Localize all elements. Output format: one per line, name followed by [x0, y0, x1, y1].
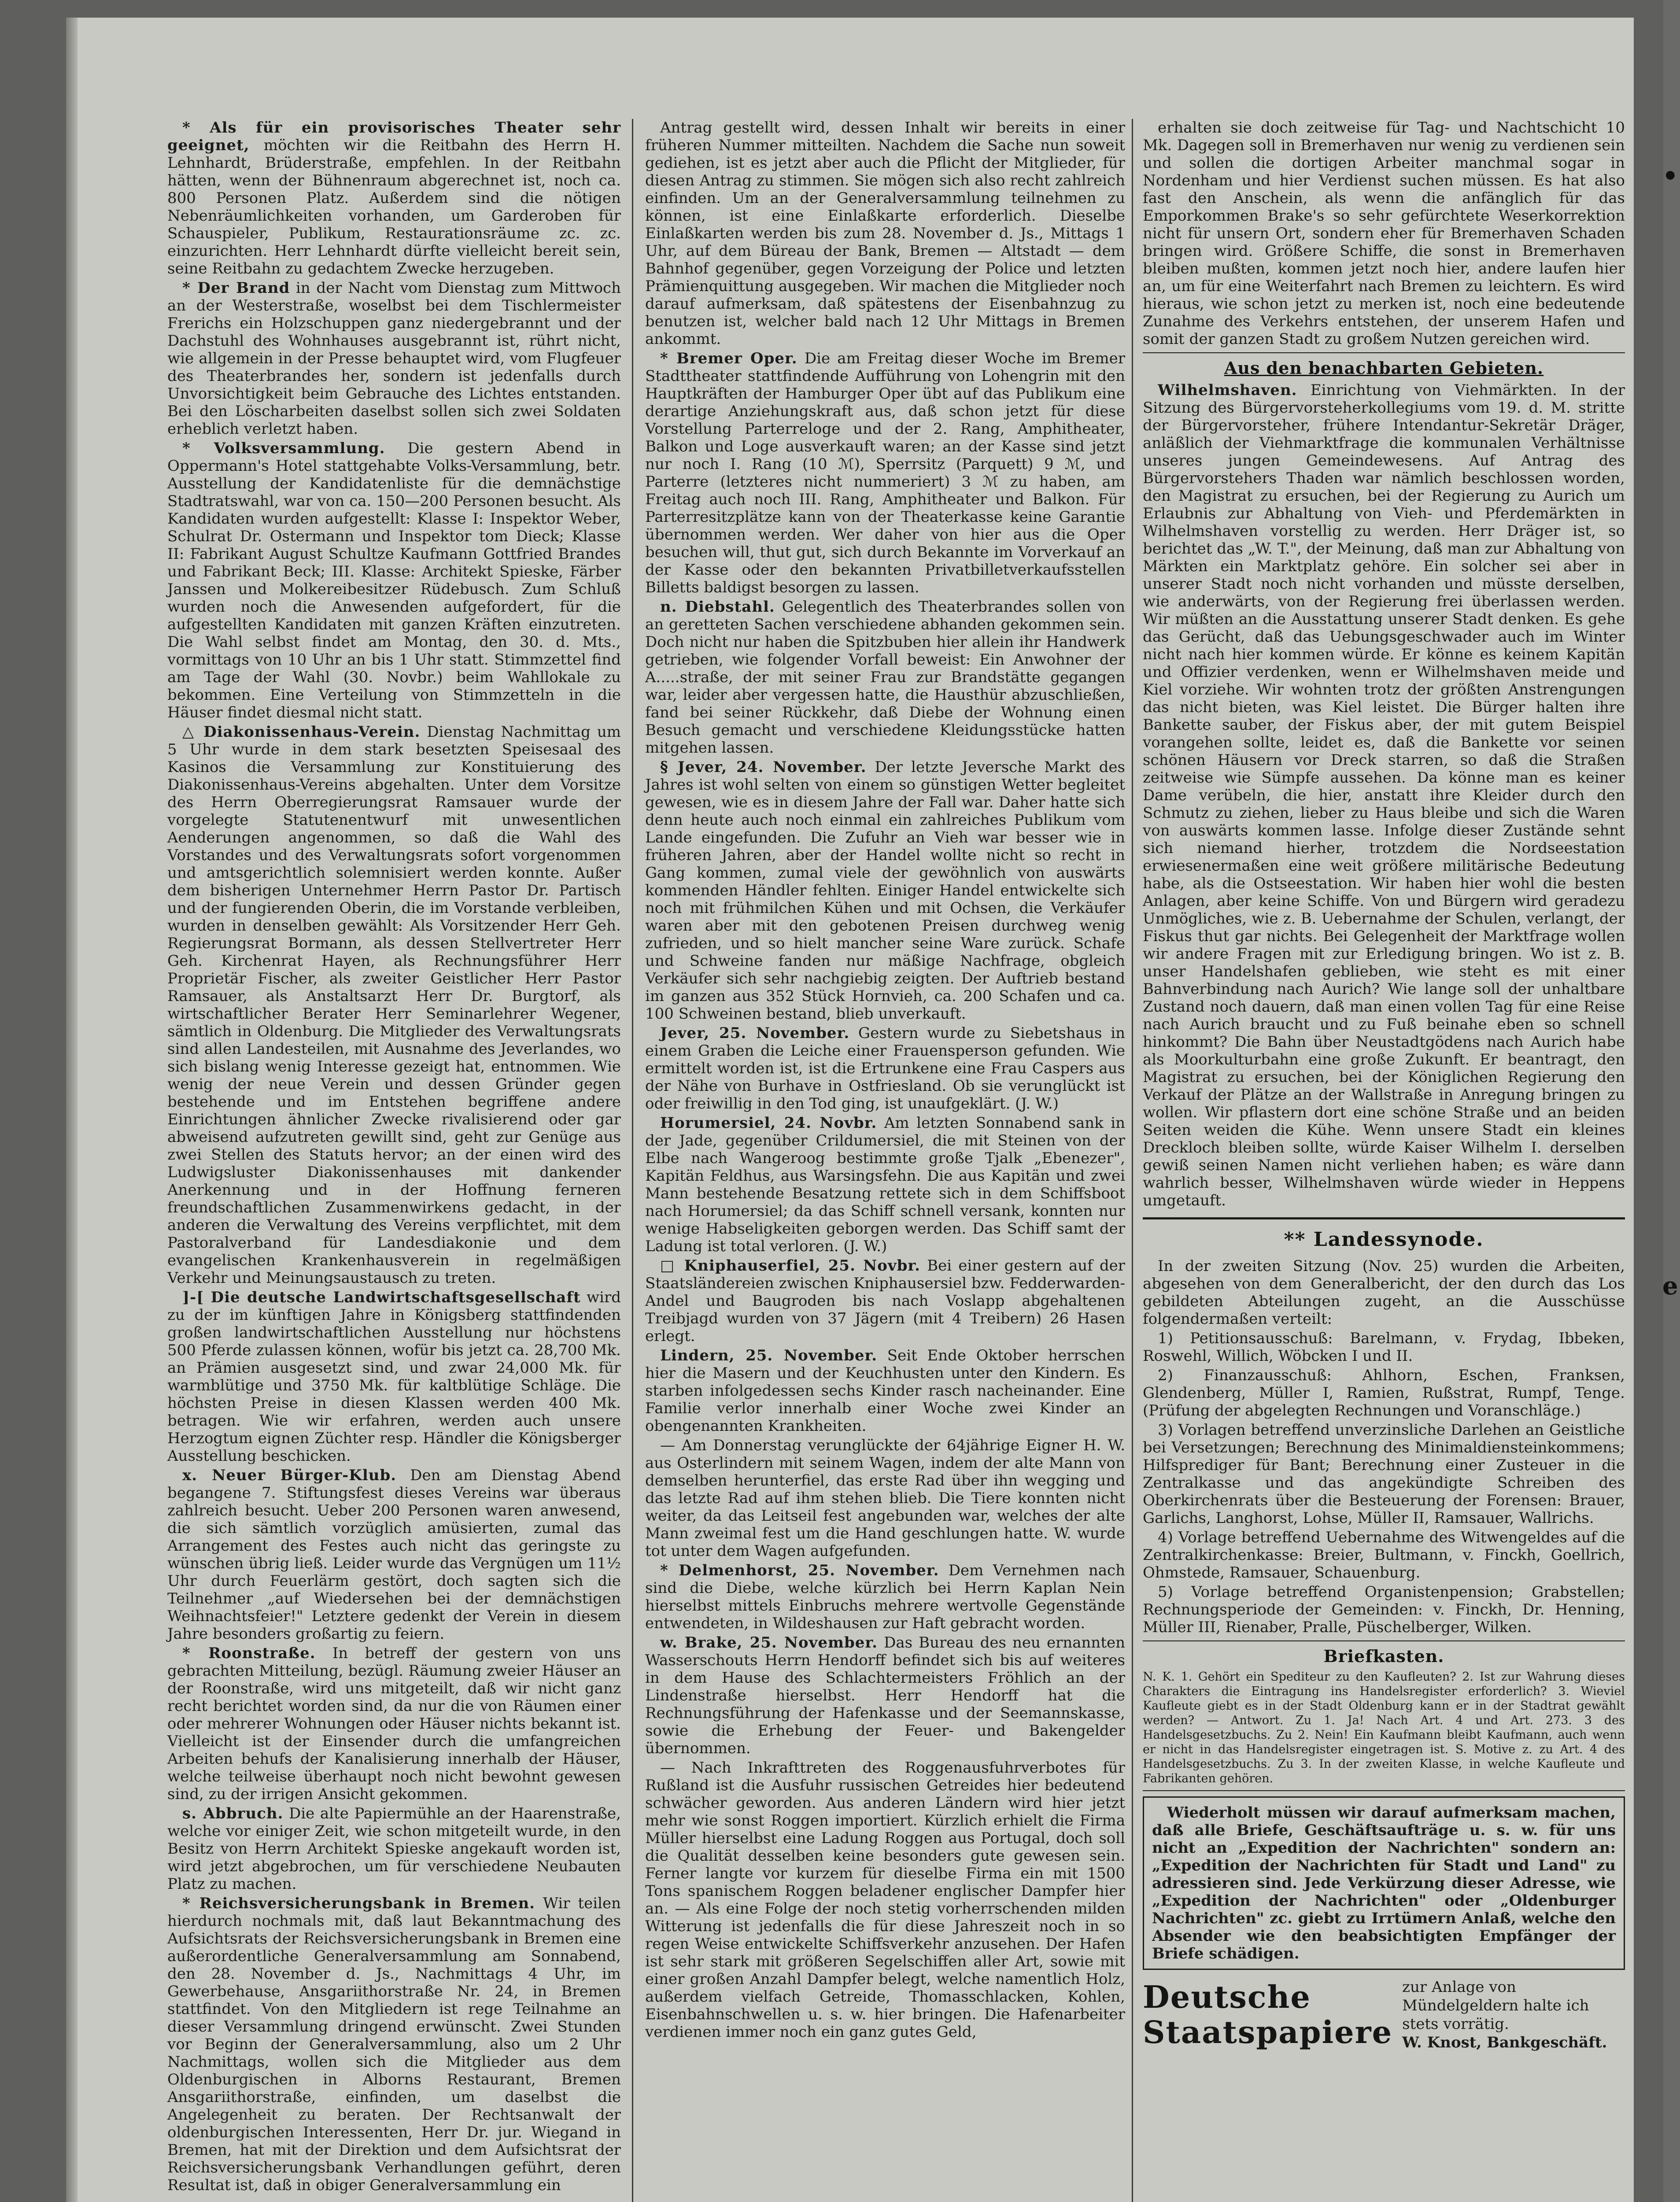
article: * Volksversammlung. Die gestern Abend in Oppermann's Hotel stattgehabte Volks-Versammlung, betr. Ausstellung der Kandidatenliste für die demnächstige Stadtratswahl, war von ca. 150—200 Personen besucht. Als Kandidaten wurden aufgestellt: Klasse I: Inspektor Weber, Schulrat Dr. Ostermann und Inspektor tom Dieck; Klasse II: Fabrikant August Schultze Kaufmann Gottfried Brandes und Fabrikant Beck; III. Klasse: Architekt Spieske, Färber Janssen und Molkereibesitzer Rüdebusch. Zum Schluß wurden noch die Anwesenden aufgefordert, für die aufgestellten Kandidaten mit ganzen Kräften einzutreten. Die Wahl selbst findet am Montag, den 30. d. Mts., vormittags von 10 Uhr an bis 1 Uhr statt. Stimmzettel find am Tage der Wahl (30. Novbr.) beim Wahllokale zu bekommen. Eine Verteilung von Stimmzetteln in die Häuser findet diesmal nicht statt.: [167, 440, 621, 721]
newspaper-page: [66, 18, 1678, 2202]
article: * Delmenhorst, 25. November. Dem Vernehmen nach sind die Diebe, welche kürzlich bei Herrn Kaplan Nein hierselbst mittels Einbruchs mehrere wertvolle Gegenstände entwendeten, in Wildeshausen zur Haft gebracht worden.: [645, 1562, 1125, 1632]
expedition-notice: Wiederholt müssen wir darauf aufmerksam machen, daß alle Briefe, Geschäftsaufträge u. s. w. für uns nicht an „Expedition der Nachrichten" sondern an: „Expedition der Nachrichten für Stadt und Land" zu adressieren sind. Jede Verkürzung dieser Adresse, wie „Expedition der Nachrichten" oder „Oldenburger Nachrichten" zc. giebt zu Irrtümern Anlaß, welche den Absender wie den beabsichtigten Empfänger der Briefe schädigen.: [1143, 1796, 1625, 1970]
ad-headline: Deutsche Staatspapiere: [1143, 1979, 1393, 2051]
article: 2) Finanzausschuß: Ahlhorn, Eschen, Franksen, Glendenberg, Müller I, Ramien, Rußstrat, Rumpf, Tenge. (Prüfung der abgelegten Rechnungen und Voranschläge.): [1143, 1367, 1625, 1419]
article: * Reichsversicherungsbank in Bremen. Wir teilen hierdurch nochmals mit, daß laut Bekanntmachung des Aufsichtsrats der Reichsversicherungsbank in Bremen eine außerordentliche Generalversammlung am Sonnabend, den 28. November d. Js., Nachmittags 4 Uhr, im Gewerbehause, Ansgariithorstraße Nr. 24, in Bremen stattfindet. Von den Mitgliedern ist rege Teilnahme an dieser Versammlung dringend erwünscht. Zwei Stunden vor Beginn der Generalversammlung, also um 2 Uhr Nachmittags, wollen sich die Mitglieder aus dem Oldenburgischen in Alborns Restaurant, Bremen Ansgariithorstraße, einfinden, um daselbst die Angelegenheit zu beraten. Der Rechtsanwalt der oldenburgischen Interessenten, Herr Dr. jur. Wiegand in Bremen, hat mit der Direktion und dem Aufsichtsrat der Reichsversicherungsbank Verhandlungen geführt, deren Resultat ist, daß in obiger Generalversammlung ein: [167, 1895, 621, 2194]
article: 4) Vorlage betreffend Uebernahme des Witwengeldes auf die Zentralkirchenkasse: Breier, Bultmann, v. Finckh, Goellrich, Ohmstede, Ramsauer, Schauenburg.: [1143, 1529, 1625, 1581]
article: Horumersiel, 24. Novbr. Am letzten Sonnabend sank in der Jade, gegenüber Crildumersiel, die mit Steinen von der Elbe nach Wangeroog bestimmte große Tjalk „Ebenezer", Kapitän Feldhus, aus Warsingsfehn. Die aus Kapitän und zwei Mann bestehende Besatzung rettete sich in dem Schiffsboot nach Horumersiel; da das Schiff schnell versank, konnten nur wenige Habseligkeiten geborgen werden. Das Schiff samt der Ladung ist total verloren. (J. W.): [645, 1114, 1125, 1255]
briefkasten-text: N. K. 1. Gehört ein Spediteur zu den Kaufleuten? 2. Ist zur Wahrung dieses Charakters die Eintragung ins Handelsregister erforderlich? 3. Wieviel Kaufleute giebt es in der Stadt Oldenburg kann er in der Stadtrat gewählt werden? — Antwort. Zu 1. Ja! Nach Art. 4 und Art. 273. 3 des Handelsgesetzbuchs. Zu 2. Nein! Ein Kaufmann bleibt Kaufmann, auch wenn er nicht in das Handelsregister eingetragen ist. S. Motive z. zu Art. 4 des Handelsgesetzbuchs. Zu 3. In der zweiten Klasse, in welche Kaufleute und Fabrikanten gehören.: [1143, 1670, 1625, 1785]
article: Antrag gestellt wird, dessen Inhalt wir bereits in einer früheren Nummer mitteilten. Nachdem die Sache nun soweit gediehen, ist es jetzt aber auch die Pflicht der Mitglieder, für diesen Antrag zu stimmen. Sie mögen sich also recht zahlreich einfinden. Um an der Generalversammlung teilnehmen zu können, ist eine Einlaßkarte erforderlich. Dieselbe Einlaßkarten werden bis zum 28. November d. Js., Mittags 1 Uhr, auf dem Büreau der Bank, Bremen — Altstadt — dem Bahnhof gegenüber, gegen Vorzeigung der Police und letzten Prämienquittung ausgegeben. Wir machen die Mitglieder noch darauf aufmerksam, daß spätestens der Eisenbahnzug zu benutzen ist, welcher bald nach 12 Uhr Mittags in Bremen ankommt.: [645, 119, 1125, 348]
article: * Bremer Oper. Die am Freitag dieser Woche im Bremer Stadttheater stattfindende Aufführung von Lohengrin mit den Hauptkräften der Hamburger Oper übt auf das Publikum eine derartige Anziehungskraft aus, daß schon jetzt für diese Vorstellung Parterreloge und der 2. Rang, Amphitheater, Balkon und Loge ausverkauft waren; an der Kasse sind jetzt nur noch I. Rang (10 ℳ), Sperrsitz (Parquett) 9 ℳ, und Parterre (letzteres nicht nummeriert) 3 ℳ zu haben, am Freitag auch noch III. Rang, Amphitheater und Balkon. Für Parterresitzplätze kann von der Theaterkasse keine Garantie übernommen werden. Wer daher von hier aus die Oper besuchen will, thut gut, sich durch Bekannte im Vorverkauf an der Kasse oder den bekannten Privatbilletverkaufsstellen Billetts baldigst besorgen zu lassen.: [645, 350, 1125, 596]
article: Wilhelmshaven. Einrichtung von Viehmärkten. In der Sitzung des Bürgervorsteherkollegiums vom 19. d. M. stritte der Bürgervorsteher, frühere Intendantur-Sekretär Dräger, anläßlich der Viehmarktfrage die kommunalen Verhältnisse unseres jungen Gemeindewesens. Auf Antrag des Bürgervorstehers Thaden war nämlich beschlossen worden, den Magistrat zu ersuchen, bei der Regierung zu Aurich um Erlaubnis zur Abhaltung von Vieh- und Pferdemärkten in Wilhelmshaven vorstellig zu werden. Herr Dräger ist, so berichtet das „W. T.", der Meinung, daß man zur Abhaltung von Märkten ein Marktplatz gehöre. Ein solcher sei aber in unserer Stadt noch nicht vorhanden und müsste derselben, wie anderwärts, von der Regierung frei überlassen werden. Wir müßten an die Ausstattung unserer Stadt denken. Es gehe das Gerücht, daß das Uebungsgeschwader auch im Winter nicht nach hier kommen würde. Er könne es keinem Kapitän und Offizier verdenken, wenn er Wilhelmshaven meide und Kiel vorziehe. Wir wohnten trotz der größten Anstrengungen das nicht bieten, was Kiel leistet. Die Bürger halten ihre Bankette sauber, der Fiskus aber, der mit gutem Beispiel vorangehen sollte, leidet es, daß die Bankette vor seinen schönen Häusern vor Dreck starren, so daß die Straßen zeitweise wie Sümpfe aussehen. Da könne man es keiner Dame verübeln, die hier, anstatt ihre Kleider durch den Schmutz zu ziehen, lieber zu Haus bleibe und sich die Waren von auswärts kommen lasse. Infolge dieser Zustände sehnt sich niemand hierher, trotzdem die Nordseestation erwiesenermaßen eine weit größere militärische Bedeutung habe, als die Ostseestation. Wir haben hier wohl die besten Anlagen, aber keine Schiffe. Von und Bürgern wird geradezu Unmögliches, wie z. B. Uebernahme der Schulen, verlangt, der Fiskus thut gar nichts. Bei Gelegenheit der Marktfrage wollen wir andere Fragen mit zur Erledigung bringen. Wo ist z. B. unser Handelshafen geblieben, wie steht es mit einer Bahnverbindung nach Aurich? Wie lange soll der unhaltbare Zustand noch dauern, daß man einen vollen Tag für eine Reise nach Aurich braucht und zu Fuß beinahe eben so schnell hinkommt? Die Bahn über Neustadtgödens nach Aurich habe als Moorkulturbahn eine große Zukunft. Er beantragt, den Magistrat zu ersuchen, bei der Königlichen Regierung den Verkauf der Plätze an der Wallstraße in Anregung bringen zu wollen. Wir pflastern dort eine schöne Straße und an beiden Seiten weiden die Kühe. Wenn unsere Stadt ein kleines Dreckloch bleiben sollte, würde Kaiser Wilhelm I. derselben gewiß seinen Namen nicht verliehen haben; es wäre dann wahrlich besser, Wilhelmshaven würde wieder in Heppens umgetauft.: [1143, 381, 1625, 1209]
margin-mark: e: [1662, 1271, 1678, 1301]
article: § Jever, 24. November. Der letzte Jeversche Markt des Jahres ist wohl selten von einem so günstigen Wetter begleitet gewesen, wie es in diesem Jahre der Fall war. Daher hatte sich denn heute auch noch einmal ein zahlreiches Publikum vom Lande eingefunden. Die Zufuhr an Vieh war besser wie in früheren Jahren, aber der Handel wollte nicht so recht in Gang kommen, zumal viele der gewöhnlich von auswärts kommenden Händler fehlten. Einiger Handel entwickelte sich noch mit frühmilchen Kühen und mit Ochsen, die Verkäufer waren aber mit den gebotenen Preisen durchweg wenig zufrieden, und so hielt mancher seine Ware zurück. Schafe und Schweine fanden nur mäßige Nachfrage, obgleich Verkäufer sich sehr nachgiebig zeigten. Der Auftrieb bestand im ganzen aus 352 Stück Hornvieh, ca. 200 Schafen und ca. 100 Schweinen bestand, blieb unverkauft.: [645, 758, 1126, 1023]
ad-text: [1402, 1978, 1625, 2052]
article: In der zweiten Sitzung (Nov. 25) wurden die Arbeiten, abgesehen von dem Generalbericht, der den durch das Los gebildeten Abteilungen zugeht, an die Ausschüsse folgendermaßen verteilt:: [1143, 1257, 1625, 1328]
article: 5) Vorlage betreffend Organistenpension; Grabstellen; Rechnungsperiode der Gemeinden: v. Finckh, Dr. Henning, Müller III, Rienaber, Pralle, Püschelberger, Wilken.: [1143, 1583, 1625, 1636]
page-binding-edge: [66, 18, 78, 2202]
column-3: [1143, 119, 1625, 2202]
column-rule: [1132, 119, 1133, 2202]
article: * Roonstraße. In betreff der gestern von uns gebrachten Mitteilung, bezügl. Räumung zweier Häuser an der Roonstraße, wird uns mitgeteilt, daß wir nicht ganz recht berichtet worden sind, da nur die von Räumen einer oder mehrerer Wohnungen oder Häuser nichts bekannt ist. Vielleicht ist der Einsender durch die umfangreichen Arbeiten behufs der Kanalisierung innerhalb der Häuser, welche teilweise überhaupt noch nicht bewohnt gewesen sind, zu der irrigen Ansicht gekommen.: [167, 1644, 621, 1803]
article: s. Abbruch. Die alte Papiermühle an der Haarenstraße, welche vor einiger Zeit, wie schon mitgeteilt wurde, in den Besitz von Herrn Architekt Spieske angekauft worden ist, wird jetzt abgebrochen, um für verschiedene Neubauten Platz zu machen.: [167, 1805, 621, 1893]
ad-body: zur Anlage von Mündelgeldern halte ich stets vorrätig.: [1402, 1978, 1589, 2033]
article: Jever, 25. November. Gestern wurde zu Siebetshaus in einem Graben die Leiche einer Frauensperson gefunden. Wie ermittelt worden ist, ist die Ertrunkene eine Frau Caspers aus der Nähe von Burhave in Ostfriesland. Ob sie verunglückt ist oder freiwillig in den Tod ging, ist unaufgeklärt. (J. W.): [645, 1024, 1125, 1112]
article: n. Diebstahl. Gelegentlich des Theaterbrandes sollen von an geretteten Sachen verschiedene abhanden gekommen sein. Doch nicht nur haben die Spitzbuben hier allein ihr Handwerk getrieben, wie folgender Vorfall beweist: Ein Anwohner der A.....straße, der mit seiner Frau zur Brandstätte gegangen war, leider aber vergessen hatte, die Hausthür abzuschließen, fand bei seiner Rückkehr, daß Diebe der Wohnung einen Besuch gemacht und verschiedene Kleidungsstücke hatten mitgehen lassen.: [645, 598, 1125, 757]
section-heading: ** Landessynode.: [1284, 1228, 1484, 1251]
article: 3) Vorlagen betreffend unverzinsliche Darlehen an Geistliche bei Versetzungen; Berechnung des Minimaldiensteinkommens; Hilfsprediger für Bant; Berechnung einer Zusteuer in die Zentralkasse und das angekündigte Schreiben des Oberkirchenrats über die Besteuerung der Forensen: Brauer, Garlichs, Langhorst, Lohse, Müller II, Ramsauer, Wallrichs.: [1143, 1421, 1625, 1527]
section-divider: [1143, 1790, 1625, 1791]
article: □ Kniphauserfiel, 25. Novbr. Bei einer gestern auf der Staatsländereien zwischen Kniphausersiel bzw. Fedderwarden-Andel und Baugroden bis nach Voslapp abgehaltenen Treibjagd wurden von 37 Jägern (mit 4 Treibern) 26 Hasen erlegt.: [645, 1257, 1126, 1345]
ad-signature: W. Knost, Bankgeschäft.: [1402, 2034, 1607, 2051]
briefkasten-title: Briefkasten.: [1323, 1646, 1444, 1666]
article: — Nach Inkrafttreten des Roggenausfuhrverbotes für Rußland ist die Ausfuhr russischen Getreides hier bedeutend schwächer geworden. Aus anderen Ländern wird hier jetzt mehr wie sonst Roggen importiert. Kürzlich erhielt die Firma Müller hierselbst eine Ladung Roggen aus Portugal, doch soll die Qualität desselben keine besonders gute gewesen sein. Ferner langte vor kurzem für dieselbe Firma ein mit 1500 Tons spanischem Roggen beladener englischer Dampfer hier an. — Als eine Folge der noch stetig vorherrschenden milden Witterung ist jedenfalls die für diese Jahreszeit noch in so regen Weise entwickelte Schiffsverkehr anzusehen. Der Hafen ist sehr stark mit größeren Segelschiffen aller Art, sowie mit einer großen Anzahl Dampfer belegt, welche namentlich Holz, außerdem vielfach Getreide, Thomasschlacken, Kohlen, Eisenbahnschwellen u. s. w. hier bringen. Die Hafenarbeiter verdienen immer noch ein ganz gutes Geld,: [645, 1759, 1125, 2041]
article: erhalten sie doch zeitweise für Tag- und Nachtschicht 10 Mk. Dagegen soll in Bremerhaven nur wenig zu verdienen sein und sollen die dortigen Arbeiter manchmal sogar in Nordenham und hier Verdienst suchen müssen. Es hat also fast den Anschein, als wenn die anfänglich für das Emporkommen Brake's so sehr gefürchtete Weserkorrektion nicht für unsern Ort, sondern eher für Bremerhaven Schaden bringen wird. Größere Schiffe, die sonst in Bremerhaven bleiben mußten, kommen jetzt noch hier, andere laufen hier an, um für eine Weiterfahrt nach Bremen zu leichtern. Es wird hieraus, wie schon jetzt zu merken ist, noch eine bedeutende Zunahme des Verkehrs entstehen, der unserem Hafen und somit der ganzen Stadt zu großem Nutzen gereichen wird.: [1143, 119, 1625, 348]
column-2: [645, 119, 1125, 2202]
section-divider: [1143, 1640, 1625, 1641]
article: x. Neuer Bürger-Klub. Den am Dienstag Abend begangene 7. Stiftungsfest dieses Vereins war überaus zahlreich besucht. Ueber 200 Personen waren anwesend, die sich sämtlich vorzüglich amüsierten, zumal das Arrangement des Festes auch nicht das geringste zu wünschen übrig ließ. Leider wurde das Vergnügen um 11½ Uhr durch Feuerlärm gestört, doch sagten sich die Teilnehmer „auf Wiedersehen bei der demnächstigen Weihnachtsfeier!" Letztere gedenkt der Verein in diesem Jahre besonders großartig zu feiern.: [167, 1467, 621, 1643]
column-1: [167, 119, 621, 2202]
article: * Als für ein provisorisches Theater sehr geeignet, möchten wir die Reitbahn des Herrn H. Lehnhardt, Brüderstraße, empfehlen. In der Reitbahn hätten, wenn der Bühnenraum abgerechnet ist, noch ca. 800 Personen Platz. Außerdem sind die nötigen Nebenräumlichkeiten vorhanden, um Garderoben für Schauspieler, Publikum, Restaurationsräume zc. zc. einzurichten. Herr Lehnhardt dürfte vielleicht bereit sein, seine Reitbahn zu gedachtem Zwecke herzugeben.: [167, 119, 621, 277]
advertisement: [1143, 1978, 1625, 2052]
section-divider: [1143, 1217, 1625, 1219]
column-rule: [632, 119, 633, 2202]
article: Lindern, 25. November. Seit Ende Oktober herrschen hier die Masern und der Keuchhusten unter den Kindern. Es starben infolgedessen sechs Kinder rasch nacheinander. Eine Familie verlor innerhalb einer Woche zwei Kinder an obengenannten Krankheiten.: [645, 1347, 1125, 1435]
article: w. Brake, 25. November. Das Bureau des neu ernannten Wasserschouts Herrn Hendorff befindet sich bis auf weiteres in dem Hause des Schlachtermeisters Fröhlich an der Lindenstraße hierselbst. Herr Hendorff hat die Rechnungsführung der Hafenkasse und der Seemannskasse, sowie die Erhebung der Feuer- und Bakengelder übernommen.: [645, 1634, 1125, 1757]
article: * Der Brand in der Nacht vom Dienstag zum Mittwoch an der Westerstraße, woselbst bei dem Tischlermeister Frerichs ein Holzschuppen ganz niedergebrannt und der Dachstuhl des Wohnhauses ausgebrannt ist, rührt nicht, wie allgemein in der Presse behauptet wird, vom Flugfeuer des Theaterbrandes her, sondern ist jedenfalls durch Unvorsichtigkeit beim Gebrauche des Lichtes entstanden. Bei den Löscharbeiten daselbst sollen sich zwei Soldaten erheblich verletzt haben.: [167, 279, 621, 438]
margin-mark: •: [1662, 162, 1678, 191]
article: — Am Donnerstag verunglückte der 64jährige Eigner H. W. aus Osterlindern mit seinem Wagen, indem der alte Mann von demselben herunterfiel, das erste Rad über ihn wegging und das letzte Rad auf ihm stehen blieb. Die Tiere konnten nicht weiter, da das Leitseil fest angebunden war, welches der alte Mann zweimal fest um die Hand geschlungen hatte. W. wurde tot unter dem Wagen aufgefunden.: [645, 1437, 1125, 1560]
article: ]-[ Die deutsche Landwirtschaftsgesellschaft wird zu der im künftigen Jahre in Königsberg stattfindenden großen landwirtschaftlichen Ausstellung nur höchstens 500 Pferde zulassen können, wofür bis jetzt ca. 28,700 Mk. an Prämien ausgesetzt sind, und zwar 24,000 Mk. für warmblütige und 3750 Mk. für kaltblütige Schläge. Die höchsten Preise in diesen Klassen werden 400 Mk. betragen. Wie wir erfahren, werden auch unsere Herzogtum eignen Züchter resp. Händler die Königsberger Ausstellung beschicken.: [167, 1289, 621, 1465]
section-heading: Aus den benachbarten Gebieten.: [1224, 358, 1544, 378]
article: △ Diakonissenhaus-Verein. Dienstag Nachmittag um 5 Uhr wurde in dem stark besetzten Speisesaal des Kasinos die Versammlung zur Konstituierung des Diakonissenhaus-Vereins abgehalten. Unter dem Vorsitze des Herrn Oberregierungsrat Ramsauer wurde der vorgelegte Statutenentwurf mit unwesentlichen Aenderungen angenommen, so daß die Wahl des Vorstandes und des Verwaltungsrats sofort vorgenommen und amtsgerichtlich solemnisiert werden konnte. Außer dem bisherigen Unternehmer Herrn Pastor Dr. Partisch und der fungierenden Oberin, die im Vorstande verbleiben, wurden in denselben gewählt: Als Vorsitzender Herr Geh. Regierungsrat Bormann, als dessen Stellvertreter Herr Geh. Kirchenrat Hayen, als Rechnungsführer Herr Proprietär Fischer, als zweiter Geistlicher Herr Pastor Ramsauer, als Anstaltsarzt Herr Dr. Burgtorf, als wirtschaftlicher Berater Herr Seminarlehrer Wegener, sämtlich in Oldenburg. Die Mitglieder des Verwaltungsrats sind allen Landesteilen, mit Ausnahme des Jeverlandes, wo sich bislang wenig Interesse gezeigt hat, entnommen. Wie wenig der neue Verein und dessen Gründer gegen bestehende und im Entstehen begriffene andere Einrichtungen ähnlicher Zwecke rivalisierend oder gar abweisend aufzutreten gewillt sind, geht zur Genüge aus zwei Stellen des Statuts hervor; an der einen wird des Ludwigsluster Diakonissenhauses mit dankender Anerkennung und in der Hoffnung ferneren freundschaftlichen Zusammenwirkens gedacht, in der anderen die Verwaltung des Vereins verpflichtet, mit dem Pastoralverband für Landesdiakonie und dem evangelischen Krankenhausverein in regelmäßigen Verkehr und Meinungsaustausch zu treten.: [167, 723, 621, 1287]
margin-marks: [1662, 150, 1680, 1312]
section-divider: [1143, 352, 1625, 353]
article: 1) Petitionsausschuß: Barelmann, v. Frydag, Ibbeken, Roswehl, Willich, Wöbcken I und II.: [1143, 1330, 1625, 1365]
